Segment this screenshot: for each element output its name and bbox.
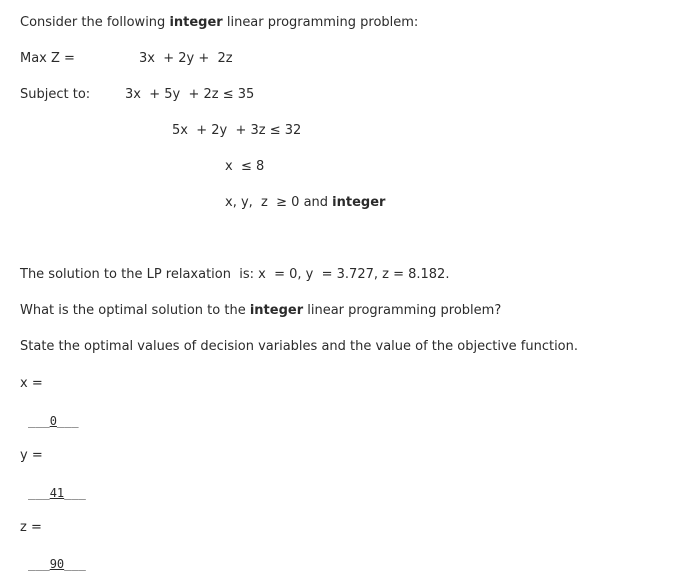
- objective-expression: 3x + 2y + 2z: [139, 51, 233, 66]
- question-bold: integer: [249, 303, 304, 318]
- objective-label: Max Z =: [20, 51, 75, 66]
- x-answer-field[interactable]: [28, 413, 79, 429]
- z-answer-value: 90: [49, 557, 65, 571]
- constraint-3: x ≤ 8: [225, 159, 265, 174]
- constraint-4-text: x, y, z ≥ 0 and: [225, 195, 333, 210]
- intro-bold: integer: [169, 15, 223, 30]
- z-label: z =: [20, 520, 42, 535]
- y-dash-left: ___: [28, 486, 50, 500]
- constraint-4-bold: integer: [332, 195, 386, 210]
- constraint-1: 3x + 5y + 2z ≤ 35: [125, 87, 255, 102]
- instruction-text: State the optimal values of decision variables and the value of the objective function.: [20, 339, 579, 354]
- x-label: x =: [20, 376, 43, 391]
- z-dash-right: ___: [64, 557, 86, 571]
- x-dash-left: ___: [28, 414, 50, 428]
- x-answer-value: 0: [49, 414, 57, 428]
- constraint-4: [225, 195, 385, 211]
- y-dash-right: ___: [64, 486, 86, 500]
- y-answer-field[interactable]: [28, 485, 86, 501]
- question-before: What is the optimal solution to the: [20, 303, 250, 318]
- intro-before: Consider the following: [20, 15, 170, 30]
- constraints-label: Subject to:: [20, 87, 91, 102]
- question-after: linear programming problem?: [303, 303, 502, 318]
- y-answer-value: 41: [49, 486, 65, 500]
- constraint-2: 5x + 2y + 3z ≤ 32: [172, 123, 302, 138]
- question-text: [20, 303, 501, 319]
- relaxation-text: The solution to the LP relaxation is: x = 0, y = 3.727, z = 8.182.: [20, 267, 450, 282]
- z-dash-left: ___: [28, 557, 50, 571]
- y-label: y =: [20, 448, 43, 463]
- x-dash-right: ___: [56, 414, 79, 428]
- intro-after: linear programming problem:: [222, 15, 419, 30]
- intro-text: [20, 15, 418, 31]
- z-answer-field[interactable]: [28, 556, 86, 572]
